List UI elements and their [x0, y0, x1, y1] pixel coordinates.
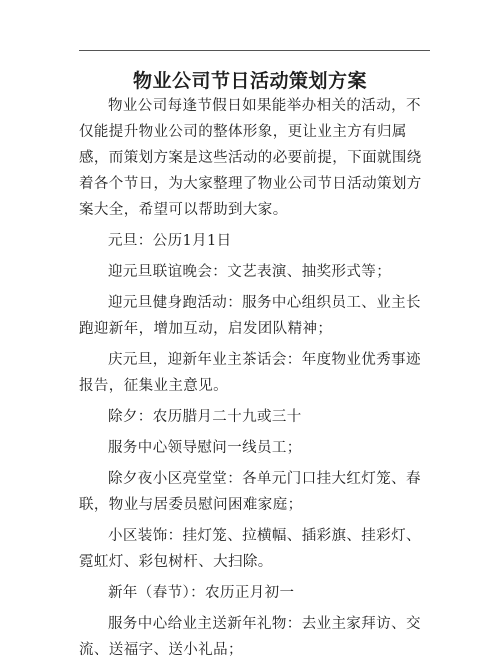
- paragraph: 服务中心领导慰问一线员工；: [108, 440, 302, 456]
- document-body: [79, 93, 431, 663]
- paragraph: 迎元旦联谊晚会：文艺表演、抽奖形式等；: [108, 264, 392, 280]
- document-title: 物业公司节日活动策划方案: [132, 70, 367, 92]
- intro-paragraph: 物业公司每逢节假日如果能举办相关的活动，不仅能提升物业公司的整体形象，更让业主方有归属感，而策划方案是这些活动的必要前提，下面就围绕着各个节日，为大家整理了物业公司节日活动策划方案大全，希望可以帮助到大家。: [79, 98, 422, 218]
- paragraph: 除夕：农历腊月二十九或三十: [108, 409, 302, 425]
- paragraph: 除夕夜小区亮堂堂：各单元门口挂大红灯笼、春联，物业与居委员慰问困难家庭；: [79, 471, 421, 513]
- paragraph: 新年（春节）：农历正月初一: [108, 585, 295, 601]
- paragraph: 庆元旦，迎新年业主茶话会：年度物业优秀事迹报告，征集业主意见。: [79, 352, 421, 394]
- paragraph: 小区装饰：挂灯笼、拉横幅、插彩旗、挂彩灯、霓虹灯、彩包树杆、大扫除。: [79, 528, 421, 570]
- paragraph: 元旦：公历1月1日: [108, 233, 232, 249]
- header-rule: [79, 50, 430, 51]
- paragraph: 迎元旦健身跑活动：服务中心组织员工、业主长跑迎新年，增加互动，启发团队精神；: [79, 295, 421, 337]
- paragraph: 服务中心给业主送新年礼物：去业主家拜访、交流、送福字、送小礼品；: [79, 616, 421, 658]
